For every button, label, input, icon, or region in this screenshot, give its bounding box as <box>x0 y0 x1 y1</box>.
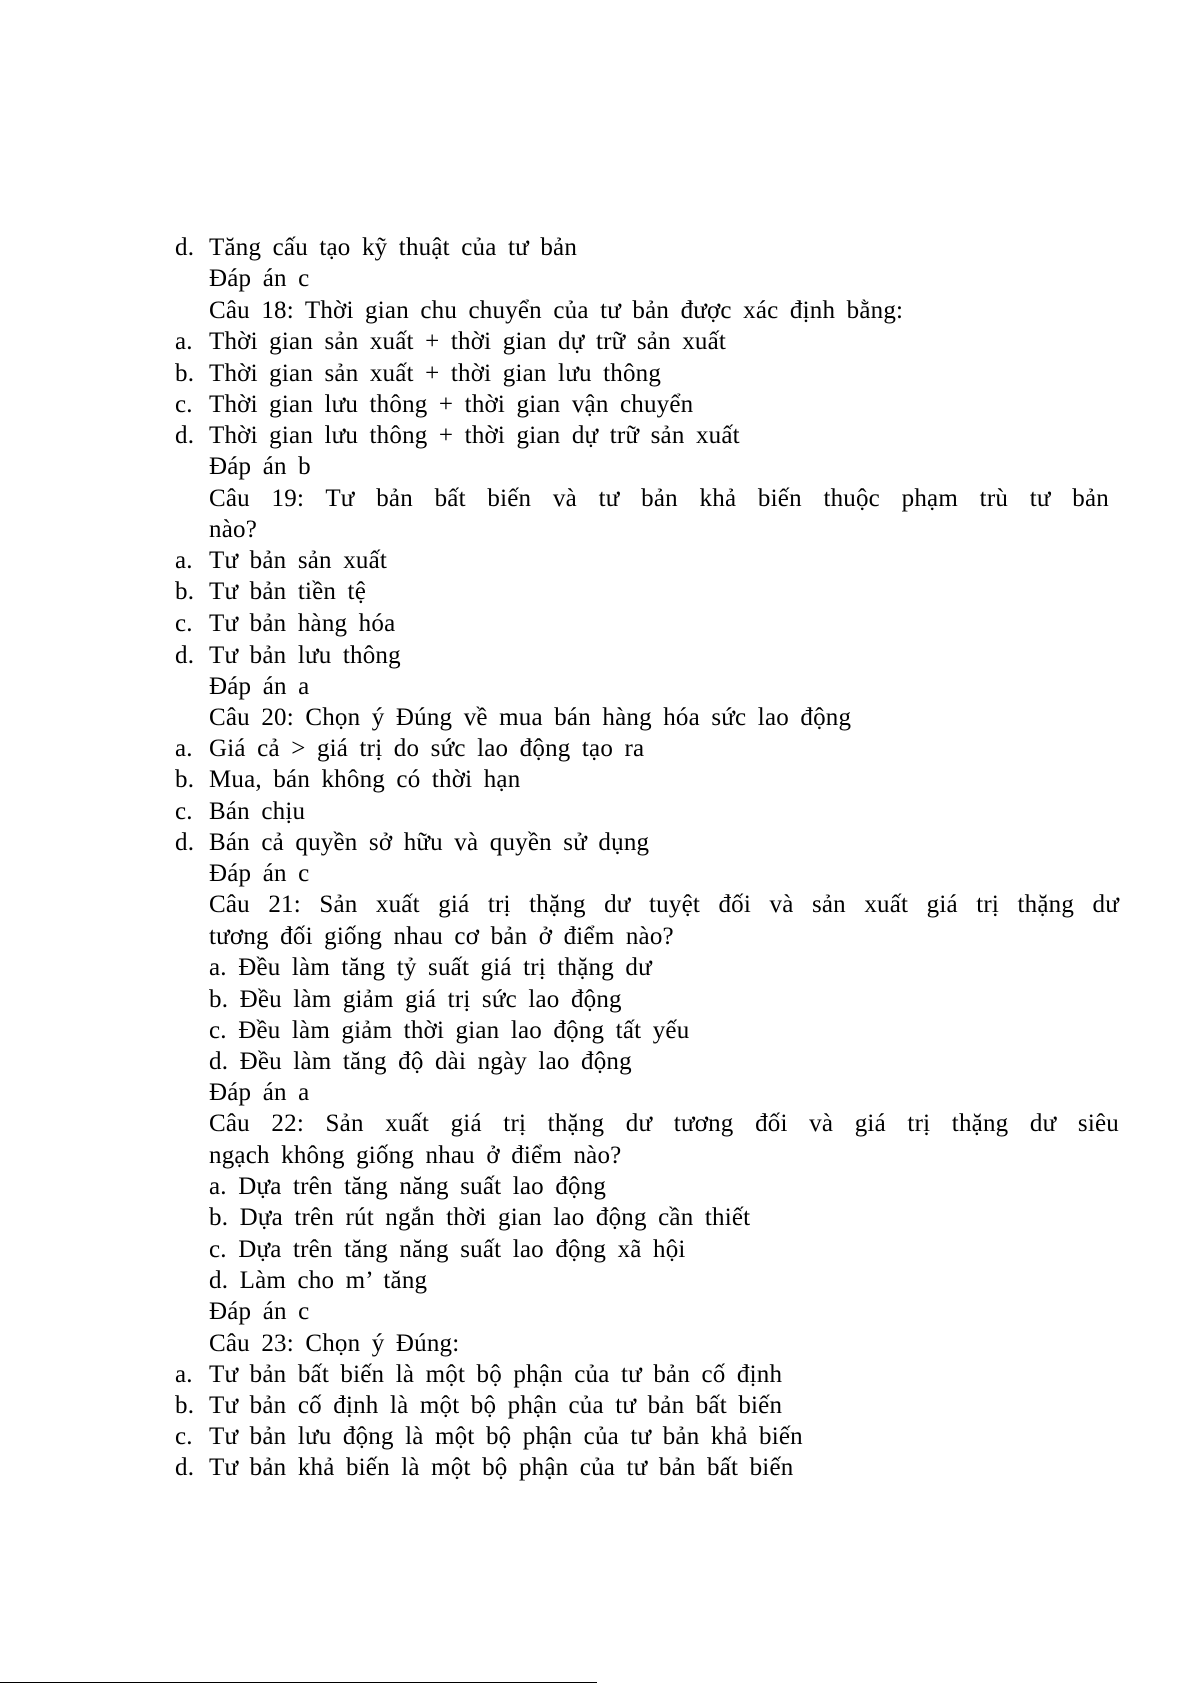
option-label: a. <box>175 1361 193 1388</box>
question-line: Câu 22: Sản xuất giá trị thặng dư tương đối và giá trị thặng dư siêu <box>209 1110 1119 1137</box>
answer-line: Đáp án c <box>209 1298 310 1325</box>
question-line: Câu 23: Chọn ý Đúng: <box>209 1330 460 1357</box>
option-line: c. Đều làm giảm thời gian lao động tất yếu <box>209 1017 690 1044</box>
option-text: Thời gian sản xuất + thời gian lưu thông <box>209 360 662 387</box>
question-line: Câu 18: Thời gian chu chuyển của tư bản được xác định bằng: <box>209 297 904 324</box>
option-text: Thời gian lưu thông + thời gian vận chuyển <box>209 391 694 418</box>
option-label: b. <box>175 578 195 605</box>
question-line: ngạch không giống nhau ở điểm nào? <box>209 1142 622 1169</box>
option-label: c. <box>175 610 193 637</box>
option-line: a. Dựa trên tăng năng suất lao động <box>209 1173 607 1200</box>
option-text: Tư bản tiền tệ <box>209 578 366 605</box>
question-line: nào? <box>209 516 257 543</box>
question-line: Câu 20: Chọn ý Đúng về mua bán hàng hóa sức lao động <box>209 704 852 731</box>
option-line <box>175 421 740 451</box>
option-line <box>175 577 366 607</box>
option-text: Tư bản lưu thông <box>209 642 401 669</box>
option-line <box>175 609 395 639</box>
option-line: b. Đều làm giảm giá trị sức lao động <box>209 986 622 1013</box>
question-line: Câu 21: Sản xuất giá trị thặng dư tuyệt đối và sản xuất giá trị thặng dư <box>209 891 1119 918</box>
option-label: d. <box>175 234 195 261</box>
option-line <box>175 546 387 576</box>
answer-line: Đáp án c <box>209 265 310 292</box>
option-text: Tư bản bất biến là một bộ phận của tư bản cố định <box>209 1361 783 1388</box>
option-text: Bán cả quyền sở hữu và quyền sử dụng <box>209 829 650 856</box>
option-label: c. <box>175 391 193 418</box>
option-label: b. <box>175 360 195 387</box>
option-text: Tư bản hàng hóa <box>209 610 396 637</box>
answer-line: Đáp án a <box>209 1079 310 1106</box>
option-line: c. Dựa trên tăng năng suất lao động xã hội <box>209 1236 686 1263</box>
option-line <box>175 390 693 420</box>
option-text: Tư bản sản xuất <box>209 547 388 574</box>
option-line: d. Đều làm tăng độ dài ngày lao động <box>209 1048 632 1075</box>
option-text: Tư bản cố định là một bộ phận của tư bản bất biến <box>209 1392 783 1419</box>
option-line <box>175 828 649 858</box>
option-label: a. <box>175 735 193 762</box>
option-text: Thời gian lưu thông + thời gian dự trữ sản xuất <box>209 422 740 449</box>
option-label: b. <box>175 1392 195 1419</box>
option-label: d. <box>175 1454 195 1481</box>
option-text: Tư bản khả biến là một bộ phận của tư bản bất biến <box>209 1454 794 1481</box>
answer-line: Đáp án b <box>209 453 311 480</box>
option-label: a. <box>175 547 193 574</box>
option-line <box>175 797 305 827</box>
option-line <box>175 734 644 764</box>
option-line <box>175 1360 782 1390</box>
option-line <box>175 1391 782 1421</box>
option-text: Mua, bán không có thời hạn <box>209 766 521 793</box>
option-line <box>175 359 661 389</box>
option-label: d. <box>175 642 195 669</box>
option-label: d. <box>175 422 195 449</box>
answer-line: Đáp án c <box>209 860 310 887</box>
option-line <box>175 327 726 357</box>
option-line <box>175 765 520 795</box>
option-line: b. Dựa trên rút ngắn thời gian lao động cần thiết <box>209 1204 751 1231</box>
option-text: Thời gian sản xuất + thời gian dự trữ sản xuất <box>209 328 727 355</box>
question-line: tương đối giống nhau cơ bản ở điểm nào? <box>209 923 674 950</box>
option-line: d. Làm cho m’ tăng <box>209 1267 428 1294</box>
option-text: Bán chịu <box>209 798 306 825</box>
option-label: c. <box>175 1423 193 1450</box>
page-bottom-rule <box>0 1682 597 1683</box>
option-line <box>175 1422 803 1452</box>
option-label: c. <box>175 798 193 825</box>
option-line <box>175 233 577 263</box>
option-label: d. <box>175 829 195 856</box>
option-text: Tư bản lưu động là một bộ phận của tư bản khả biến <box>209 1423 803 1450</box>
option-label: a. <box>175 328 193 355</box>
option-line: a. Đều làm tăng tỷ suất giá trị thặng dư <box>209 954 652 981</box>
option-text: Giá cả > giá trị do sức lao động tạo ra <box>209 735 645 762</box>
option-label: b. <box>175 766 195 793</box>
option-line <box>175 641 401 671</box>
question-line: Câu 19: Tư bản bất biến và tư bản khả biến thuộc phạm trù tư bản <box>209 485 1109 512</box>
option-line <box>175 1453 793 1483</box>
option-text: Tăng cấu tạo kỹ thuật của tư bản <box>209 234 578 261</box>
answer-line: Đáp án a <box>209 673 310 700</box>
